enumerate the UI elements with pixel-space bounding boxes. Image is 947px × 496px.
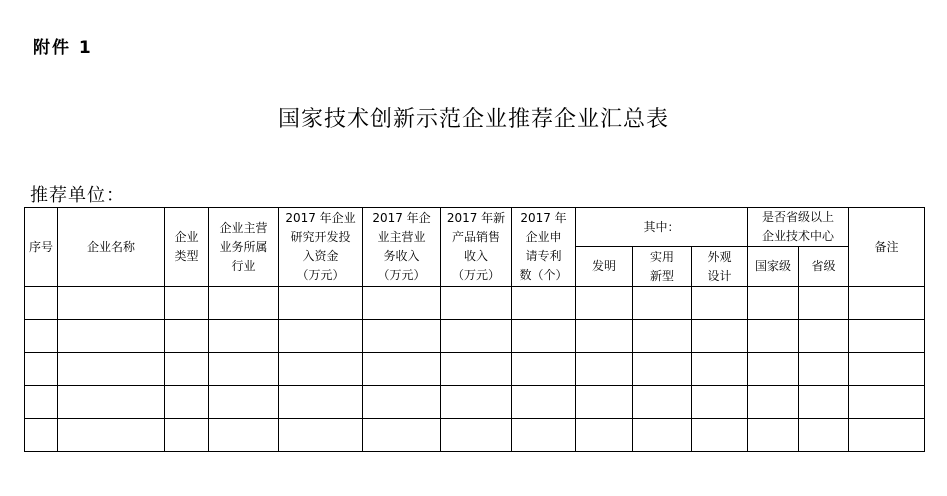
table-cell[interactable]	[512, 287, 576, 320]
table-cell[interactable]	[512, 386, 576, 419]
header-main-revenue: 2017 年企 业主营业 务收入 （万元）	[363, 208, 441, 287]
header-row-top	[25, 208, 925, 247]
table-cell[interactable]	[512, 353, 576, 386]
table-cell[interactable]	[209, 353, 279, 386]
table-cell[interactable]	[25, 320, 58, 353]
table-cell[interactable]	[441, 386, 512, 419]
table-row	[25, 353, 925, 386]
table-cell[interactable]	[58, 419, 165, 452]
table-cell[interactable]	[692, 320, 748, 353]
table-cell[interactable]	[279, 287, 363, 320]
header-seq: 序号	[25, 208, 58, 287]
table-cell[interactable]	[441, 353, 512, 386]
table-cell[interactable]	[279, 419, 363, 452]
table-cell[interactable]	[279, 353, 363, 386]
table-cell[interactable]	[849, 320, 925, 353]
table-cell[interactable]	[209, 287, 279, 320]
table-cell[interactable]	[58, 353, 165, 386]
table-cell[interactable]	[692, 287, 748, 320]
table-cell[interactable]	[25, 419, 58, 452]
header-provincial-level: 省级	[799, 247, 849, 287]
page-title: 国家技术创新示范企业推荐企业汇总表	[277, 107, 669, 132]
attachment-label: 附件 1	[33, 38, 93, 58]
table-cell[interactable]	[209, 320, 279, 353]
table-cell[interactable]	[441, 287, 512, 320]
table-cell[interactable]	[576, 320, 633, 353]
table-cell[interactable]	[748, 386, 799, 419]
table-cell[interactable]	[849, 419, 925, 452]
header-design: 外观 设计	[692, 247, 748, 287]
table-cell[interactable]	[25, 386, 58, 419]
table-cell[interactable]	[633, 419, 692, 452]
table-cell[interactable]	[209, 386, 279, 419]
table-cell[interactable]	[576, 419, 633, 452]
header-rd-investment: 2017 年企业 研究开发投 入资金 （万元）	[279, 208, 363, 287]
table-cell[interactable]	[209, 419, 279, 452]
table-cell[interactable]	[799, 386, 849, 419]
header-invention: 发明	[576, 247, 633, 287]
table-cell[interactable]	[25, 287, 58, 320]
recommend-unit-label: 推荐单位：	[30, 185, 125, 206]
table-row	[25, 320, 925, 353]
header-industry: 企业主营 业务所属 行业	[209, 208, 279, 287]
table-cell[interactable]	[576, 353, 633, 386]
table-cell[interactable]	[279, 386, 363, 419]
table-cell[interactable]	[633, 386, 692, 419]
table-cell[interactable]	[799, 320, 849, 353]
table-cell[interactable]	[692, 419, 748, 452]
table-cell[interactable]	[576, 386, 633, 419]
header-company-name: 企业名称	[58, 208, 165, 287]
table-cell[interactable]	[165, 353, 209, 386]
table-cell[interactable]	[849, 287, 925, 320]
table-cell[interactable]	[363, 353, 441, 386]
table-cell[interactable]	[441, 419, 512, 452]
header-patent-count: 2017 年 企业申 请专利 数（个）	[512, 208, 576, 287]
table-row	[25, 419, 925, 452]
header-national-level: 国家级	[748, 247, 799, 287]
table-row	[25, 386, 925, 419]
table-cell[interactable]	[849, 386, 925, 419]
table-cell[interactable]	[165, 287, 209, 320]
table-cell[interactable]	[165, 386, 209, 419]
header-remarks: 备注	[849, 208, 925, 287]
table-cell[interactable]	[512, 320, 576, 353]
table-body	[25, 287, 925, 452]
table-cell[interactable]	[748, 353, 799, 386]
table-cell[interactable]	[633, 353, 692, 386]
table-cell[interactable]	[799, 353, 849, 386]
table-cell[interactable]	[633, 287, 692, 320]
table-row	[25, 287, 925, 320]
table-cell[interactable]	[441, 320, 512, 353]
header-of-which: 其中：	[576, 208, 748, 247]
table-cell[interactable]	[692, 386, 748, 419]
table-cell[interactable]	[363, 320, 441, 353]
table-cell[interactable]	[25, 353, 58, 386]
table-cell[interactable]	[58, 287, 165, 320]
table-cell[interactable]	[363, 419, 441, 452]
table-cell[interactable]	[633, 320, 692, 353]
table-cell[interactable]	[799, 287, 849, 320]
table-cell[interactable]	[279, 320, 363, 353]
table-cell[interactable]	[58, 320, 165, 353]
table-cell[interactable]	[799, 419, 849, 452]
summary-table	[24, 207, 925, 452]
table-cell[interactable]	[748, 419, 799, 452]
table-cell[interactable]	[748, 320, 799, 353]
table-cell[interactable]	[748, 287, 799, 320]
table-cell[interactable]	[165, 419, 209, 452]
table-cell[interactable]	[692, 353, 748, 386]
table-cell[interactable]	[363, 386, 441, 419]
table-cell[interactable]	[363, 287, 441, 320]
header-company-type: 企业 类型	[165, 208, 209, 287]
header-utility-model: 实用 新型	[633, 247, 692, 287]
header-tech-center: 是否省级以上 企业技术中心	[748, 208, 849, 247]
table-cell[interactable]	[165, 320, 209, 353]
table-cell[interactable]	[576, 287, 633, 320]
table-cell[interactable]	[58, 386, 165, 419]
table-cell[interactable]	[849, 353, 925, 386]
table-cell[interactable]	[512, 419, 576, 452]
header-new-product-revenue: 2017 年新 产品销售 收入 （万元）	[441, 208, 512, 287]
